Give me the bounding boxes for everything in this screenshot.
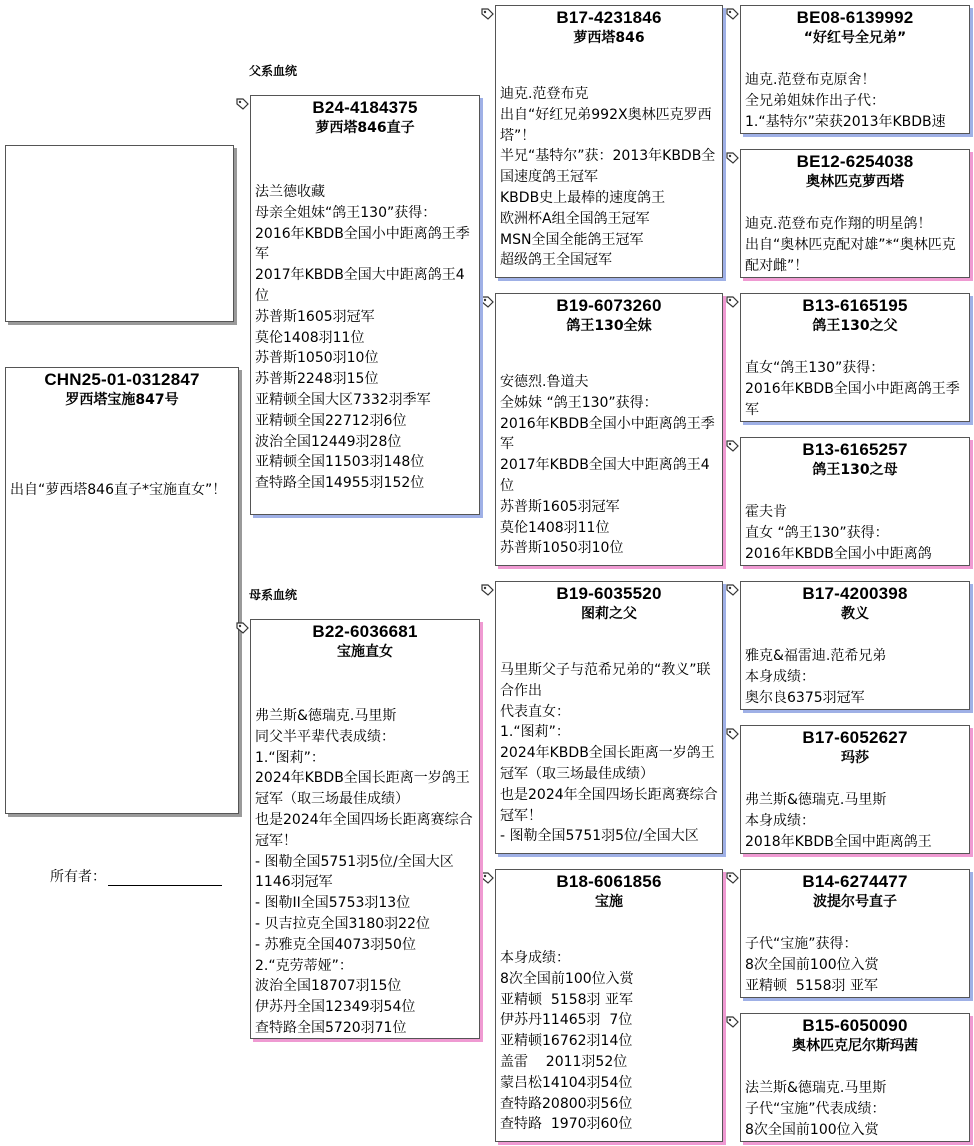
great-grandparent-name: 波提尔号直子	[813, 894, 897, 910]
great-grandparent-ring-number: BE12-6254038	[796, 152, 914, 171]
great-grandparent-name: 奥林匹克萝西塔	[806, 174, 904, 190]
sire-line-label: 父系血统	[249, 64, 298, 78]
subject-card[interactable]	[5, 367, 239, 814]
great-grandparent-notes: 霍夫肯 直女 “鸽王130”获得： 2016年KBDB全国小中距离鸽	[745, 504, 932, 562]
grandparent-ring-number: B18-6061856	[556, 872, 662, 891]
dam-tag-icon	[235, 620, 249, 634]
grandparent-ring-number: B17-4231846	[556, 8, 662, 27]
great-grandparent-notes: 子代“宝施”获得： 8次全国前100位入赏 亚精顿 5158羽 亚军	[745, 936, 879, 994]
grandparent-card-sire-sire[interactable]	[495, 5, 723, 278]
sire-notes: 法兰德收藏 母亲全姐妹“鸽王130”获得： 2016年KBDB全国小中距离鸽王季军 2017年KBDB全国大中距离鸽王4位 苏普斯1605羽冠军 莫伦1408羽11位 苏普斯1050羽10位 苏普斯2248羽15位 亚精顿全国大区7332羽季军 亚精顿全国22712羽6位 波治全国12449羽28位 亚精顿全国11503羽148位 查特路全国14955羽152位	[255, 184, 470, 492]
great-grandparent-ring-number: B14-6274477	[802, 872, 908, 891]
great-tag-icon	[725, 582, 739, 596]
great-tag-icon	[725, 870, 739, 884]
great-grandparent-notes: 直女“鸽王130”获得： 2016年KBDB全国小中距离鸽王季军	[745, 360, 960, 418]
great-tag-icon	[725, 1014, 739, 1028]
owner-blank-line[interactable]	[108, 871, 222, 886]
great-tag-icon	[725, 150, 739, 164]
great-tag-icon	[725, 726, 739, 740]
grand-tag-icon	[480, 870, 494, 884]
great-tag-icon	[725, 6, 739, 20]
grandparent-ring-number: B19-6073260	[556, 296, 662, 315]
grand-tag-icon	[480, 582, 494, 596]
dam-ring-number: B22-6036681	[312, 622, 418, 641]
great-grandparent-name: 玛莎	[841, 750, 869, 766]
great-grandparent-card[interactable]	[740, 293, 970, 422]
grandparent-ring-number: B19-6035520	[556, 584, 662, 603]
grandparent-card-dam-sire[interactable]	[495, 581, 723, 854]
great-grandparent-notes: 迪克.范登布克作翔的明星鸽！ 出自“奥林匹克配对雄”*“奥林匹克配对雌”！	[745, 216, 956, 274]
grandparent-notes: 安德烈.鲁道夫 全姊妹 “鸽王130”获得： 2016年KBDB全国小中距离鸽王季军 2017年KBDB全国大中距离鸽王4位 苏普斯1605羽冠军 莫伦1408羽11位 苏普斯1050羽10位	[500, 374, 715, 557]
subject-ring-number: CHN25-01-0312847	[44, 370, 200, 389]
great-grandparent-name: 鸽王130之父	[812, 318, 898, 334]
great-grandparent-card[interactable]	[740, 5, 970, 134]
great-grandparent-name: 教义	[841, 606, 869, 622]
subject-notes: 出自“萝西塔846直子*宝施直女”！	[10, 482, 227, 498]
great-grandparent-ring-number: B13-6165257	[802, 440, 908, 459]
dam-notes: 弗兰斯&德瑞克.马里斯 同父半平辈代表成绩： 1.“图莉”： 2024年KBDB全国长距离一岁鸽王冠军（取三场最佳成绩） 也是2024年全国四场长距离赛综合冠军！ - 图勒全国5751羽5位/全国大区1146羽冠军 - 图勒II全国5753羽13位 - 贝吉拉克全国3180羽22位 - 苏雅克全国4073羽50位 2.“克劳蒂娅”： 波治全国18707羽15位 伊苏丹全国12349羽54位 查特路全国5720羽71位	[255, 708, 473, 1036]
great-grandparent-ring-number: B15-6050090	[802, 1016, 908, 1035]
great-grandparent-ring-number: B17-6052627	[802, 728, 908, 747]
dam-card[interactable]	[250, 619, 480, 1039]
grandparent-card-sire-dam[interactable]	[495, 293, 723, 566]
grand-tag-icon	[480, 6, 494, 20]
grandparent-notes: 马里斯父子与范希兄弟的“教义”联合作出 代表直女： 1.“图莉”： 2024年KBDB全国长距离一岁鸽王冠军（取三场最佳成绩） 也是2024年全国四场长距离赛综合冠军！ - 图勒全国5751羽5位/全国大区	[500, 662, 718, 845]
sire-card[interactable]	[250, 95, 480, 515]
grandparent-notes: 本身成绩： 8次全国前100位入赏 亚精顿 5158羽 亚军 伊苏丹11465羽 7位 亚精顿16762羽14位 盖雷 2011羽52位 蒙吕松14104羽54位 查特路20800羽56位 查特路 1970羽60位	[500, 950, 634, 1133]
great-grandparent-ring-number: B13-6165195	[802, 296, 908, 315]
dam-line-label: 母系血统	[249, 588, 298, 602]
owner-field	[50, 866, 222, 886]
great-grandparent-card[interactable]	[740, 149, 970, 278]
subject-name: 罗西塔宝施847号	[65, 392, 179, 408]
great-tag-icon	[725, 294, 739, 308]
grandparent-name: 萝西塔846	[573, 30, 645, 46]
great-tag-icon	[725, 438, 739, 452]
sire-tag-icon	[235, 96, 249, 110]
grandparent-name: 鸽王130全妹	[566, 318, 652, 334]
sire-name: 萝西塔846直子	[315, 120, 415, 136]
great-grandparent-name: 奥林匹克尼尔斯玛茜	[792, 1038, 918, 1054]
great-grandparent-card[interactable]	[740, 725, 970, 854]
great-grandparent-card[interactable]	[740, 869, 970, 998]
sire-ring-number: B24-4184375	[312, 98, 418, 117]
great-grandparent-name: “好红号全兄弟”	[803, 30, 907, 46]
great-grandparent-card[interactable]	[740, 437, 970, 566]
great-grandparent-ring-number: BE08-6139992	[796, 8, 914, 27]
pigeon-photo	[5, 145, 234, 322]
grandparent-card-dam-dam[interactable]	[495, 869, 723, 1142]
grand-tag-icon	[480, 294, 494, 308]
great-grandparent-card[interactable]	[740, 581, 970, 710]
great-grandparent-ring-number: B17-4200398	[802, 584, 908, 603]
great-grandparent-notes: 雅克&福雷迪.范希兄弟 本身成绩： 奥尔良6375羽冠军	[745, 648, 887, 706]
great-grandparent-notes: 迪克.范登布克原舍！ 全兄弟姐妹作出子代： 1.“基特尔”荣获2013年KBDB速	[745, 72, 946, 130]
grandparent-name: 图莉之父	[581, 606, 637, 622]
grandparent-name: 宝施	[595, 894, 623, 910]
owner-label: 所有者：	[50, 869, 106, 885]
dam-name: 宝施直女	[337, 644, 393, 660]
great-grandparent-name: 鸽王130之母	[812, 462, 898, 478]
great-grandparent-notes: 法兰斯&德瑞克.马里斯 子代“宝施”代表成绩： 8次全国前100位入赏	[745, 1080, 887, 1138]
great-grandparent-card[interactable]	[740, 1013, 970, 1142]
grandparent-notes: 迪克.范登布克 出自“好红兄弟992X奥林匹克罗西塔”！ 半兄“基特尔”获：2013年KBDB全国速度鸽王冠军 KBDB史上最棒的速度鸽王 欧洲杯A组全国鸽王冠军 MSN全国全能鸽王冠军 超级鸽王全国冠军	[500, 86, 716, 269]
great-grandparent-notes: 弗兰斯&德瑞克.马里斯 本身成绩： 2018年KBDB全国中距离鸽王	[745, 792, 932, 850]
